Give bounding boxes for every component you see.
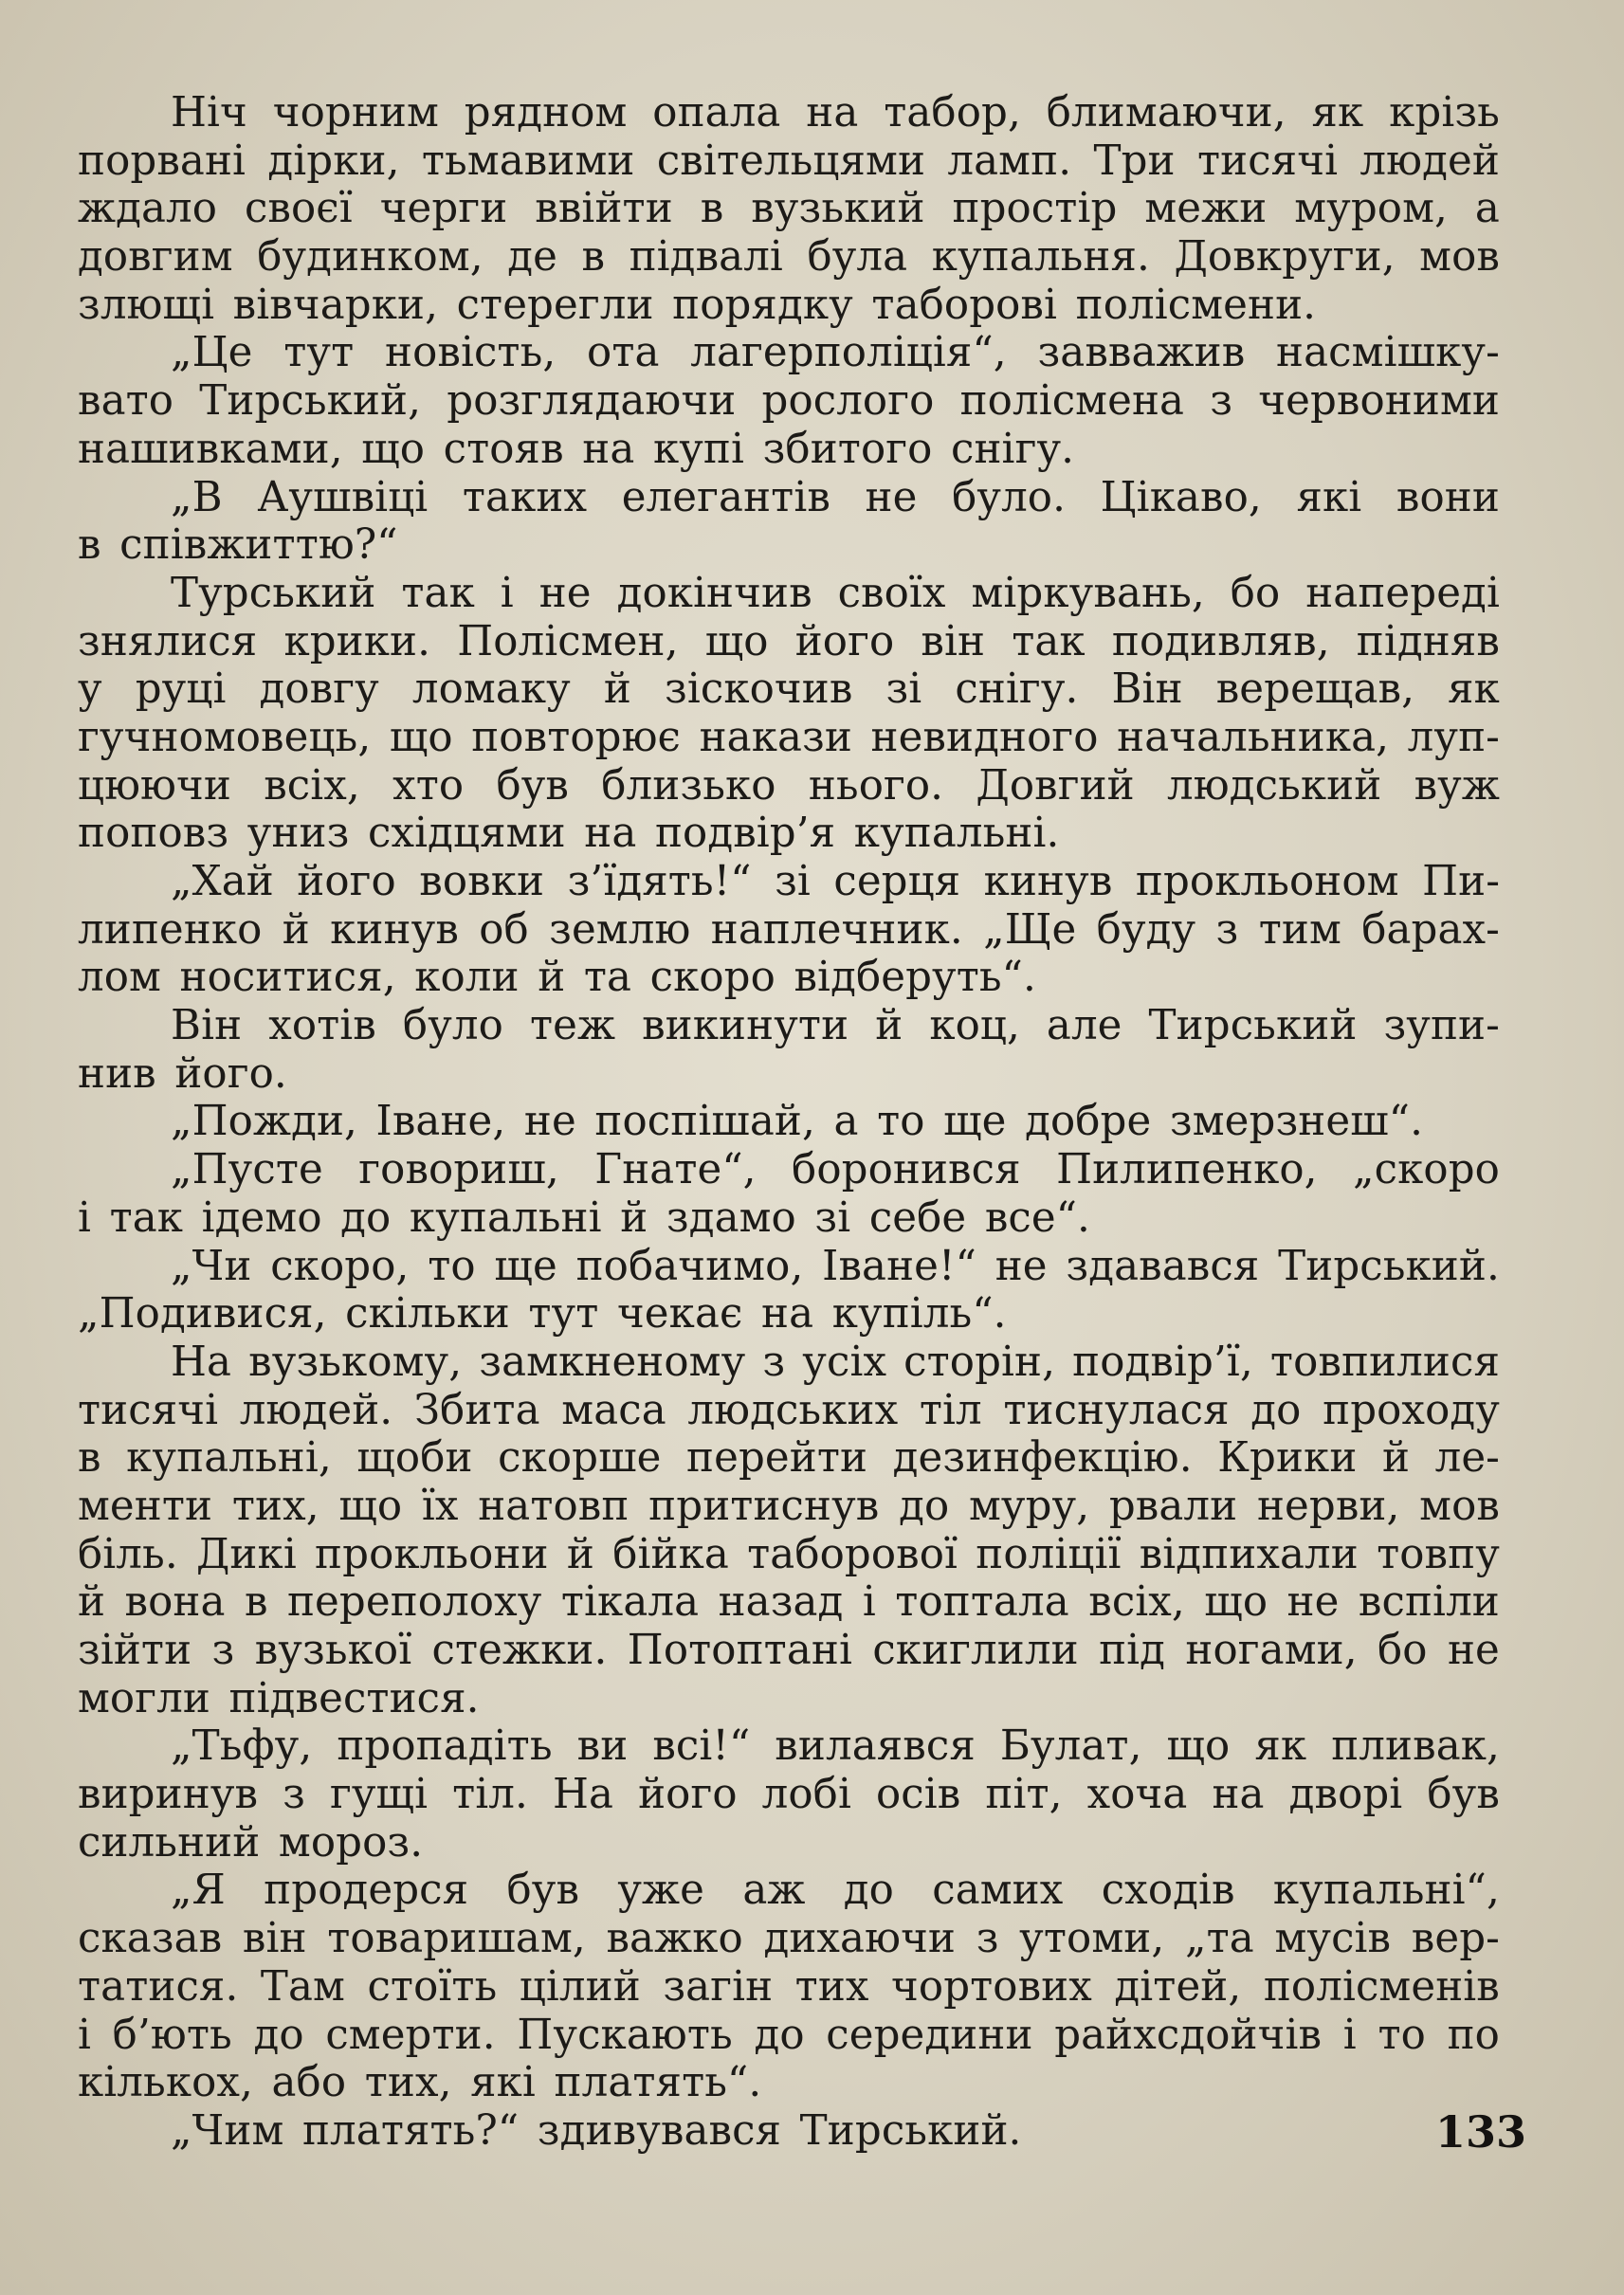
text-line: липенко й кинув об землю наплечник. „Ще буду з тим барах-: [78, 905, 1500, 954]
text-line: „Я продерся був уже аж до самих сходів купальні“,: [171, 1867, 1500, 1915]
text-line: „Подивися, скільки тут чекає на купіль“.: [78, 1290, 1007, 1339]
text-line: тисячі людей. Збита маса людських тіл тиснулася до проходу: [78, 1386, 1500, 1434]
text-line: гучномовець, що повторює накази невидного начальника, луп-: [78, 713, 1500, 761]
text-line: На вузькому, замкненому з усіх сторін, подвір’ї, товпилися: [171, 1338, 1500, 1386]
text-line: знялися крики. Полісмен, що його він так подивляв, підняв: [78, 617, 1500, 665]
text-line: сказав він товаришам, важко дихаючи з утоми, „та мусів вер-: [78, 1915, 1500, 1963]
text-line: поповз униз східцями на подвір’я купальні.: [78, 810, 1060, 858]
text-line: у руці довгу ломаку й зіскочив зі снігу. Він верещав, як: [78, 665, 1500, 714]
page-number: 133: [1434, 2106, 1526, 2158]
text-line: порвані дірки, тьмавими світельцями ламп. Три тисячі людей: [78, 137, 1500, 185]
text-line: лом носитися, коли й та скоро відберуть“.: [78, 954, 1036, 1002]
text-line: „Це тут новість, ота лагерполіція“, завважив насмішку-: [171, 329, 1500, 377]
text-line: менти тих, що їх натовп притиснув до муру, рвали нерви, мов: [78, 1482, 1500, 1530]
text-line: „Хай його вовки з’їдять!“ зі серця кинув прокльоном Пи-: [171, 858, 1500, 905]
text-line: нашивками, що стояв на купі збитого снігу.: [78, 425, 1075, 473]
text-line: „Пусте говориш, Гнате“, боронився Пилипенко, „скоро: [171, 1146, 1500, 1194]
text-line: могли підвестися.: [78, 1674, 480, 1722]
text-line: сильний мороз.: [78, 1818, 424, 1867]
text-line: Турський так і не докінчив своїх міркувань, бо напереді: [171, 569, 1500, 617]
text-line: „В Аушвіці таких елегантів не було. Цікаво, які вони: [171, 473, 1500, 521]
text-line: „Пожди, Іване, не поспішай, а то ще добре змерзнеш“.: [171, 1098, 1424, 1146]
text-line: нив його.: [78, 1049, 287, 1098]
text-line: і так ідемо до купальні й здамо зі себе все“.: [78, 1193, 1090, 1242]
text-line: в купальні, щоби скорше перейти дезинфекцію. Крики й ле-: [78, 1434, 1500, 1483]
text-line: зійти з вузької стежки. Потоптані скиглили під ногами, бо не: [78, 1627, 1500, 1674]
text-line: в співжиттю?“: [78, 521, 398, 570]
text-line: і б’ють до смерти. Пускають до середини райхсдойчів і то по: [78, 2011, 1500, 2059]
text-line: татися. Там стоїть цілий загін тих чортових дітей, полісменів: [78, 1962, 1500, 2011]
text-line: й вона в переполоху тікала назад і топтала всіх, що не вспіли: [78, 1578, 1500, 1627]
text-line: Ніч чорним рядном опала на табор, блимаючи, як крізь: [171, 89, 1500, 137]
text-line: ждало своєї черги ввійти в вузький простір межи муром, а: [78, 185, 1500, 233]
text-line: цюючи всіх, хто був близько нього. Довгий людський вуж: [78, 761, 1500, 810]
text-line: Він хотів було теж викинути й коц, але Тирський зупи-: [171, 1002, 1500, 1050]
text-line: вато Тирський, розглядаючи рослого полісмена з червоними: [78, 377, 1500, 426]
text-line: „Чим платять?“ здивувався Тирський.: [171, 2106, 1022, 2155]
text-line: „Чи скоро, то ще побачимо, Іване!“ не здавався Тирський.: [171, 1242, 1500, 1290]
text-line: кількох, або тих, які платять“.: [78, 2059, 762, 2107]
text-line: довгим будинком, де в підвалі була купальня. Довкруги, мов: [78, 233, 1500, 282]
text-line: „Тьфу, пропадіть ви всі!“ вилаявся Булат, що як пливак,: [171, 1722, 1500, 1771]
text-line: злющі вівчарки, стерегли порядку таборові полісмени.: [78, 281, 1317, 329]
text-line: біль. Дикі прокльони й бійка таборової поліції відпихали товпу: [78, 1530, 1500, 1578]
text-line: виринув з гущі тіл. На його лобі осів піт, хоча на дворі був: [78, 1771, 1500, 1819]
